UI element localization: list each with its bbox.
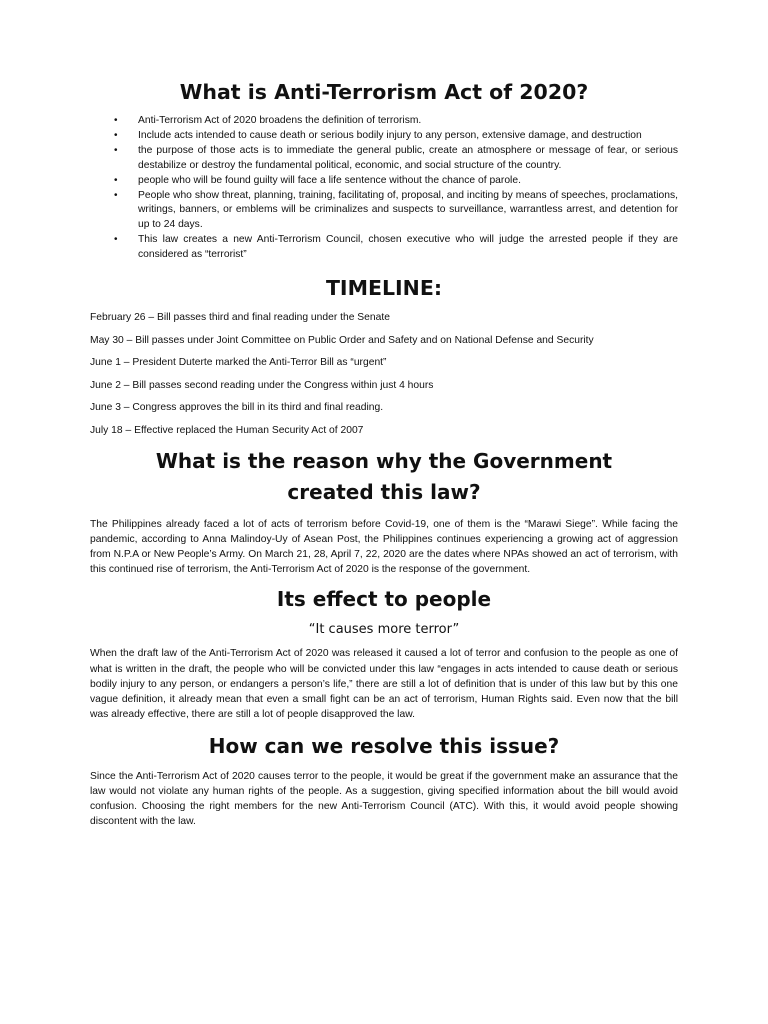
resolve-paragraph: Since the Anti-Terrorism Act of 2020 causes terror to the people, it would be great if the government make an assurance that the law would not violate any human rights of the people. As a suggestion, giving specified information about the bill would avoid confusion. Choosing the right members for the new Anti-Terrorism Council (ATC). With this, it would avoid people showing discontent with the law. — [90, 770, 678, 828]
resolve-heading: How can we resolve this issue? — [208, 733, 560, 758]
timeline-entry: May 30 – Bill passes under Joint Committee on Public Order and Safety and on National Defense and Security — [90, 334, 594, 346]
timeline-entry: June 3 – Congress approves the bill in its third and final reading. — [90, 402, 384, 414]
page-title: What is Anti-Terrorism Act of 2020? — [179, 80, 589, 104]
reason-heading — [90, 446, 678, 508]
definition-bullet-list — [90, 114, 678, 263]
bullet-item: • This law creates a new Anti-Terrorism Council, chosen executive who will judge the arrested people if they are considered as “terrorist” — [138, 233, 678, 263]
bullet-item: • people who will be found guilty will face a life sentence without the chance of parole. — [138, 174, 678, 189]
timeline-entry: July 18 – Effective replaced the Human Security Act of 2007 — [90, 424, 364, 436]
timeline-heading: TIMELINE: — [325, 276, 443, 301]
effect-heading: Its effect to people — [276, 587, 492, 612]
effect-paragraph: When the draft law of the Anti-Terrorism Act of 2020 was released it caused a lot of terror and confusion to the people as one of what is written in the draft, the people who will be convicted under this law “engages in acts intended to cause death or serious bodily injury to any person, or endangers a person’s life,” there are still a lot of definition that is under of this law but by this one vague definition, it already mean that even a small fight can be an act of terrorism, Human Rights said. Even now that the bill was already effective, there are still a lot of people disapproved the law. — [90, 648, 678, 720]
timeline-entry: June 2 – Bill passes second reading under the Congress within just 4 hours — [90, 379, 434, 391]
bullet-item: • Include acts intended to cause death or serious bodily injury to any person, extensive damage, and destruction — [138, 129, 678, 144]
timeline-entry: June 1 – President Duterte marked the Anti-Terror Bill as “urgent” — [90, 357, 387, 369]
reason-paragraph: The Philippines already faced a lot of acts of terrorism before Covid-19, one of them is the “Marawi Siege”. While facing the pandemic, according to Anna Malindoy-Uy of Asean Post, the Philippines continues experiencing a growing act of aggression from N.P.A or New People’s Army. On March 21, 28, April 7, 22, 2020 are the dates where NPAs showed an act of terrorism, with this continued rise of terrorism, the Anti-Terrorism Act of 2020 is the response of the government. — [90, 519, 678, 576]
bullet-item: • Anti-Terrorism Act of 2020 broadens the definition of terrorism. — [138, 114, 678, 129]
bullet-item: • the purpose of those acts is to immediate the general public, create an atmosphere or message of fear, or serious destabilize or destroy the fundamental political, economic, and social structure of the country. — [138, 144, 678, 174]
bullet-item: • People who show threat, planning, training, facilitating of, proposal, and inciting by means of speeches, proclamations, writings, banners, or emblems will be criminalizes and suspects to surveillance, warrantless arrest, and detention for up to 24 days. — [138, 189, 678, 234]
timeline-entry: February 26 – Bill passes third and final reading under the Senate — [90, 312, 390, 324]
effect-quote: “It causes more terror” — [308, 622, 460, 638]
timeline-list — [90, 311, 678, 438]
reason-heading-line1: What is the reason why the Government — [155, 449, 613, 474]
reason-heading-line2: created this law? — [287, 480, 481, 505]
